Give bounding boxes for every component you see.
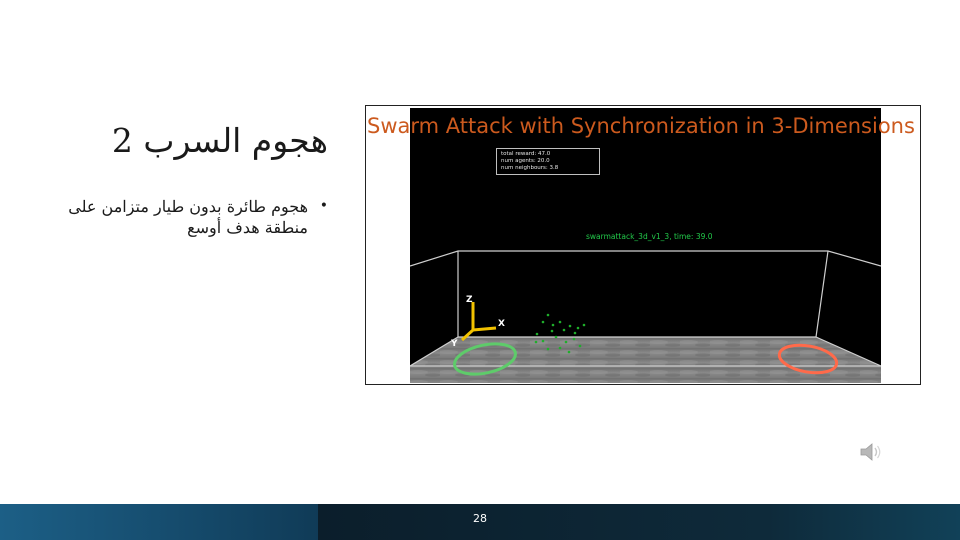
agent bbox=[569, 325, 572, 328]
x-axis-label: X bbox=[498, 319, 505, 329]
agent bbox=[552, 324, 555, 327]
total-reward-stat: total reward: 47.0 bbox=[501, 151, 551, 157]
bullet-text: هجوم طائرة بدون طيار متزامن على منطقة هدف أوسع bbox=[68, 197, 308, 237]
agent bbox=[563, 329, 566, 332]
y-axis-label: Y bbox=[451, 339, 458, 349]
agent bbox=[559, 321, 562, 324]
footer-bar-right bbox=[318, 504, 960, 540]
ground-plane bbox=[410, 337, 881, 383]
agent bbox=[542, 321, 545, 324]
num-neighbours-stat: num neighbours: 3.8 bbox=[501, 165, 559, 171]
agent bbox=[568, 351, 571, 354]
simulation-scene bbox=[410, 108, 881, 383]
agent bbox=[579, 345, 582, 348]
agent bbox=[542, 340, 545, 343]
agent bbox=[555, 336, 558, 339]
slide-title: هجوم السرب 2 bbox=[111, 121, 328, 160]
agent bbox=[574, 332, 577, 335]
figure-caption: Swarm Attack with Synchronization in 3-Dimensions bbox=[367, 114, 915, 138]
bullet-icon: • bbox=[319, 198, 328, 214]
agent bbox=[573, 338, 576, 341]
bullet-item bbox=[40, 196, 332, 238]
speaker-icon[interactable] bbox=[858, 440, 884, 464]
simulation-time-label: swarmattack_3d_v1_3, time: 39.0 bbox=[586, 232, 713, 241]
simulation-figure bbox=[365, 105, 921, 385]
agent bbox=[551, 330, 554, 333]
footer-bar-left bbox=[0, 504, 318, 540]
stats-panel bbox=[496, 148, 600, 175]
agent bbox=[583, 324, 586, 327]
agent bbox=[536, 333, 539, 336]
num-agents-stat: num agents: 20.0 bbox=[501, 158, 550, 164]
bullet-list bbox=[40, 196, 332, 238]
agent bbox=[535, 341, 538, 344]
page-number: 28 bbox=[473, 512, 487, 525]
simulation-screen bbox=[410, 108, 881, 383]
agent bbox=[547, 314, 550, 317]
agent bbox=[559, 347, 562, 350]
x-axis bbox=[473, 328, 496, 330]
agent bbox=[547, 348, 550, 351]
agent bbox=[577, 327, 580, 330]
z-axis-label: Z bbox=[466, 295, 473, 305]
agent bbox=[565, 341, 568, 344]
